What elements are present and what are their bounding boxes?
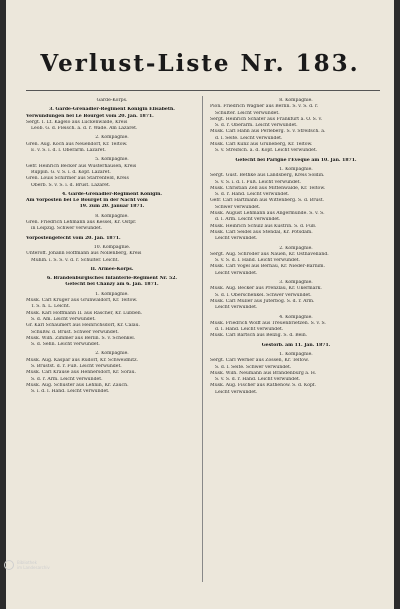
text-line: 4. Garde-Grenadier-Regiment Königin. (61, 191, 163, 197)
text-line: 4. Kompagnie. (279, 314, 313, 320)
page-title: Verlust-Liste Nr. 183. (40, 50, 360, 77)
text-line: Oberb. S. v. S. i. d. Brust. Lazaret. (31, 182, 111, 188)
text-line: Musk. Wilh. Neumann aus Brandenburg a. H. (210, 370, 317, 376)
text-line: Gestorb. am 11. Jan. 1871. (261, 342, 331, 348)
text-line: 5. Kompagnie. (95, 157, 129, 163)
text-line: in Leipzig. Schwer verwundet. (31, 226, 103, 232)
text-line: 1. Kompagnie. (279, 166, 313, 172)
text-line: Musk. August Lehmann aus Angermünde. S. v. S. (210, 211, 325, 217)
text-line: Sergt. Carl Werner aus Zossen, Kr. Teltow. (210, 358, 309, 364)
text-line: S. Brustst. d. r. Fuß. Leicht verwundet. (31, 363, 122, 369)
right-column (210, 98, 382, 396)
text-line: Gren. Louis Schirmer aus Starrenfeld, Kreis (26, 176, 129, 182)
text-line: 1. Kompagnie. (95, 291, 129, 297)
text-line: Musk. Aug. Schuster aus Lehnin, Kr. Zauch. (26, 382, 129, 388)
text-line: S. d. r. Oberarm. Leicht verwundet. (215, 123, 298, 129)
text-line: 3. Garde-Grenadier-Regiment Königin Elisabeth. (49, 107, 175, 113)
text-line: Gr. Karl Schaumert aus Heinrichsdorf, Kr. Calau. (26, 323, 141, 329)
text-line: Musk. Aug. Becker aus Prenzlau, Kr. Ukermark. (210, 286, 322, 292)
text-line: Leob. G. d. Fleisch. a. d. r. Wade. Am Lazaret. (31, 126, 138, 132)
text-line: S. v. S. d. l. Hand. Leicht verwundet. (215, 258, 300, 264)
text-line: d. l. Seite. Leicht verwundet. (215, 135, 283, 141)
text-line: 2. Kompagnie. (95, 351, 129, 357)
title-rule (26, 90, 380, 91)
text-line: Musk. Christian Zell aus Mittenwalde, Kr. Teltow. (210, 185, 326, 191)
text-line: Verwundungen bei Le Bourget vom 20. Jan. 1871. (26, 113, 154, 119)
text-line: Gefr. Carl Hartmann aus Wittenberg. S. d. Brust. (210, 198, 325, 204)
text-line: Leicht verwundet. (215, 305, 258, 311)
text-line: 2. Kompagnie. (279, 245, 313, 251)
text-line: Musk. Carl Krause aus Hennersdorf, Kr. Sorau. (26, 370, 137, 376)
text-line: S. d. Sehn. Leicht verwundet. (31, 342, 100, 348)
text-line: 10. Kompagnie. (93, 244, 131, 250)
text-line: Pion. Friedrich Wagner aus Berlin. S. v. S. d. r. (210, 104, 319, 110)
text-line: Schulter. Leicht verwundet. (215, 110, 280, 116)
text-line: Vorpostengefecht vom 20. Jan. 1871. (26, 235, 121, 241)
text-line: II. Armee-Korps. (90, 266, 134, 272)
text-line: d. l. Arm. Leicht verwundet. (215, 217, 281, 223)
text-line: S. d. r. Arm. Leicht verwundet. (31, 376, 103, 382)
text-line: Musk. Karl Hoffmann II. aus Rascher, Kr. Lübben. (26, 310, 143, 316)
text-line: Musk. Carl Kunz aus Grüneberg, Kr. Teltow. (210, 142, 313, 148)
text-line: S. d. r. Hand. Leicht verwundet. (215, 192, 290, 198)
text-line: Gefecht bei Parigne l'Eveque am 10. Jan. 1871. (235, 157, 357, 163)
text-line: Ruppin. G. v. S. i. d. Kopf. Lazaret. (31, 169, 111, 175)
text-line: 8. Kompagnie. (279, 98, 313, 103)
text-line: Gefecht bei Chanzy am 6. Jan. 1871. (65, 282, 159, 288)
text-line: Musk. Carl Müller aus Jüterbog. S. d. r. Arm. (210, 298, 315, 304)
text-line: Gefr. Heinrich Becker aus Wusterhausen, Kreis (26, 163, 137, 169)
text-line: Musk. Aug. Fischer aus Rathenow. S. d. Kopf. (210, 383, 316, 389)
text-line: Musk. Carl Krüger aus Grünwaldorf, Kr. Teltow. (26, 298, 138, 304)
text-line: S. i. d. l. Hand. Leicht verwundet. (31, 389, 110, 395)
text-line: Schwer verwundet. (215, 204, 261, 210)
document-page (6, 0, 394, 609)
text-line: 19. zum 20. Januar 1871. (79, 204, 145, 210)
text-line: Musk. Carl Seidel aus Stendal, Kr. Potsdam. (210, 229, 313, 235)
text-line: Musk. Aug. Kaspar aus Rudorf, Kr. Schweidnitz. (26, 357, 138, 363)
text-line: Gren. Aug. Koch aus Neuendorf, Kr. Teltow. (26, 141, 128, 147)
text-line: Sergt. Aug. Schröder aus Nauen, Kr. Osthavelland. (210, 251, 329, 257)
stamp-line-2: im Landesarchiv (17, 565, 50, 570)
text-line: Garde-Korps. (96, 98, 128, 103)
text-line: S. v. S. i. d. l. Fuß. Leicht verwundet. (215, 179, 301, 185)
text-line: Leicht verwundet. (215, 236, 258, 242)
text-line: 8. Kompagnie. (95, 213, 129, 219)
text-line: S. d. l. Seite. Schwer verwundet. (215, 364, 292, 370)
library-stamp (4, 560, 50, 570)
text-line: S. v. Streifsch. a. d. Kopf. Leicht verwundet. (215, 148, 318, 154)
library-seal-icon (4, 560, 14, 570)
column-divider (202, 96, 203, 582)
text-line: Musk. Friedrich Wolff aus Treuenbrietzen. S. v. S. (210, 320, 326, 326)
text-line: Schußw. d. Brust. Schwer verwundet. (31, 329, 119, 335)
text-line: Mühlh. i. S. S. v. d. r. Schulter. Leicht. (31, 257, 119, 263)
left-column (26, 98, 198, 395)
text-line: Gren. Friedrich Lehmann aus Kessel, Kr. Ostpr. (26, 220, 137, 226)
text-line: 1. Kompagnie. (279, 351, 313, 357)
text-line: Leicht verwundet. (215, 270, 258, 276)
text-line: 6. Brandenburgisches Infanterie-Regiment Nr. 52. (47, 276, 177, 282)
text-line: Musk. Wilh. Zimmer aus Berlin. S. v. Schenkel. (26, 335, 136, 341)
text-line: S. d. l. Oberschenkel. Schwer verwundet. (215, 292, 312, 298)
text-line: d. l. Hand. Leicht verwundet. (215, 327, 284, 333)
text-line: Leicht verwundet. (215, 389, 258, 395)
text-line: S. d. Am. Leicht verwundet. (31, 316, 96, 322)
text-line: Am Vorposten bei Le Bourget in der Nacht vom (26, 198, 148, 204)
text-line: Unteroff. Johann Hoffmann aus Nollenberg, Kreis (26, 251, 142, 257)
text-line: Musk. Carl Vogel aus Bernau, Kr. Nieder-Barnim. (210, 264, 325, 270)
text-line: S. v. S. d. r. Hand. Leicht verwundet. (215, 377, 301, 383)
text-line: Musk. Heinrich Schulz aus Küstrin. S. d. Fuß. (210, 223, 317, 229)
stamp-line-1: Bibliothek (17, 560, 37, 565)
text-line: Sergt. Heinrich Schäfer aus Frankfurt a. O. S. v. (210, 116, 323, 122)
text-line: 3. Kompagnie. (279, 280, 313, 286)
text-line: Sergt. I. Lt. Kagelo aus Luckenwalde, Kreis (26, 119, 128, 125)
text-line: E. v. S. i. d. l. Oberarm. Lazaret. (31, 148, 106, 154)
text-line: T. S. h. L. Leicht. (31, 304, 71, 310)
text-line: Musk. Carl Bartsch aus Belzig. S. d. Bein. (210, 333, 308, 339)
text-line: Sergt. Gust. Bethke aus Landsberg, Kreis Soldin. (210, 173, 325, 179)
text-line: 2. Kompagnie. (95, 135, 129, 141)
text-line: Musk. Carl Hahn aus Perleberg. S. v. Streifsch. a. (210, 129, 326, 135)
